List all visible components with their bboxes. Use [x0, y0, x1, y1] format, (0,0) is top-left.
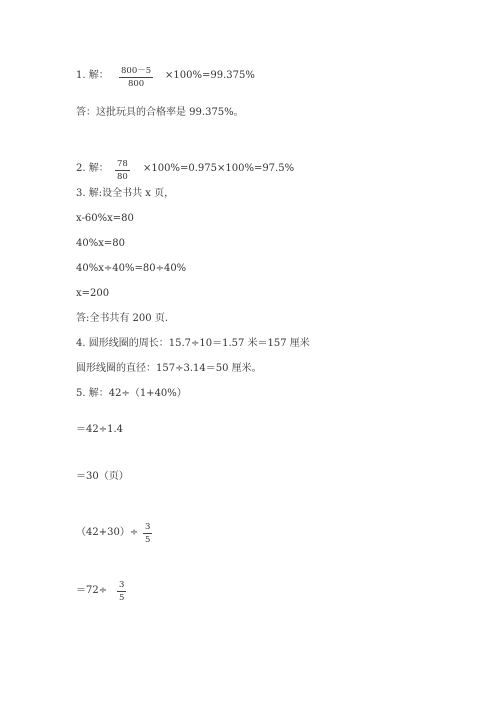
q5-step4-numerator: 3 — [145, 522, 151, 532]
q5-step5-denominator: 5 — [119, 593, 125, 603]
q2-fraction-numerator: 78 — [117, 159, 128, 169]
q1-fraction-numerator: 800－5 — [121, 66, 152, 76]
q2-expression: ×100%=0.975×100%=97.5% — [143, 163, 295, 174]
q4-line-2: 圆形线圈的直径：157÷3.14＝50 厘米。 — [76, 363, 262, 374]
q3-line-4: 40%x÷40%=80÷40% — [76, 263, 187, 274]
q3-line-3: 40%x=80 — [76, 238, 125, 249]
q2-fraction — [115, 159, 130, 182]
q5-line-3: ＝30（页） — [76, 471, 129, 482]
q1-expression: ×100%=99.375% — [165, 70, 255, 81]
q5-step5-fraction — [117, 580, 126, 603]
q5-step4-denominator: 5 — [145, 535, 151, 545]
q5-step5-numerator: 3 — [119, 580, 125, 590]
q4-line-1: 4. 圆形线圈的周长：15.7÷10＝1.57 米＝157 厘米 — [76, 338, 310, 349]
q1-label: 1. 解： — [76, 70, 109, 81]
q5-step4-prefix: （42+30）÷ — [76, 527, 139, 538]
q3-answer: 答:全书共有 200 页. — [76, 313, 168, 324]
q5-line-1: 5. 解：42÷（1+40%） — [76, 388, 187, 399]
q3-line-1: 3. 解:设全书共 x 页， — [76, 188, 175, 199]
q1-fraction-denominator: 800 — [127, 79, 145, 89]
q2-label: 2. 解： — [76, 163, 109, 174]
q5-step5-prefix: ＝72÷ — [76, 585, 108, 596]
q5-step4-fraction — [143, 522, 152, 545]
q2-fraction-denominator: 80 — [117, 172, 128, 182]
q3-line-2: x-60%x=80 — [76, 213, 134, 224]
q1-answer: 答：这批玩具的合格率是 99.375%。 — [76, 107, 244, 118]
q5-line-2: ＝42÷1.4 — [76, 424, 124, 435]
q3-line-5: x=200 — [76, 288, 110, 299]
q1-fraction — [119, 66, 153, 89]
